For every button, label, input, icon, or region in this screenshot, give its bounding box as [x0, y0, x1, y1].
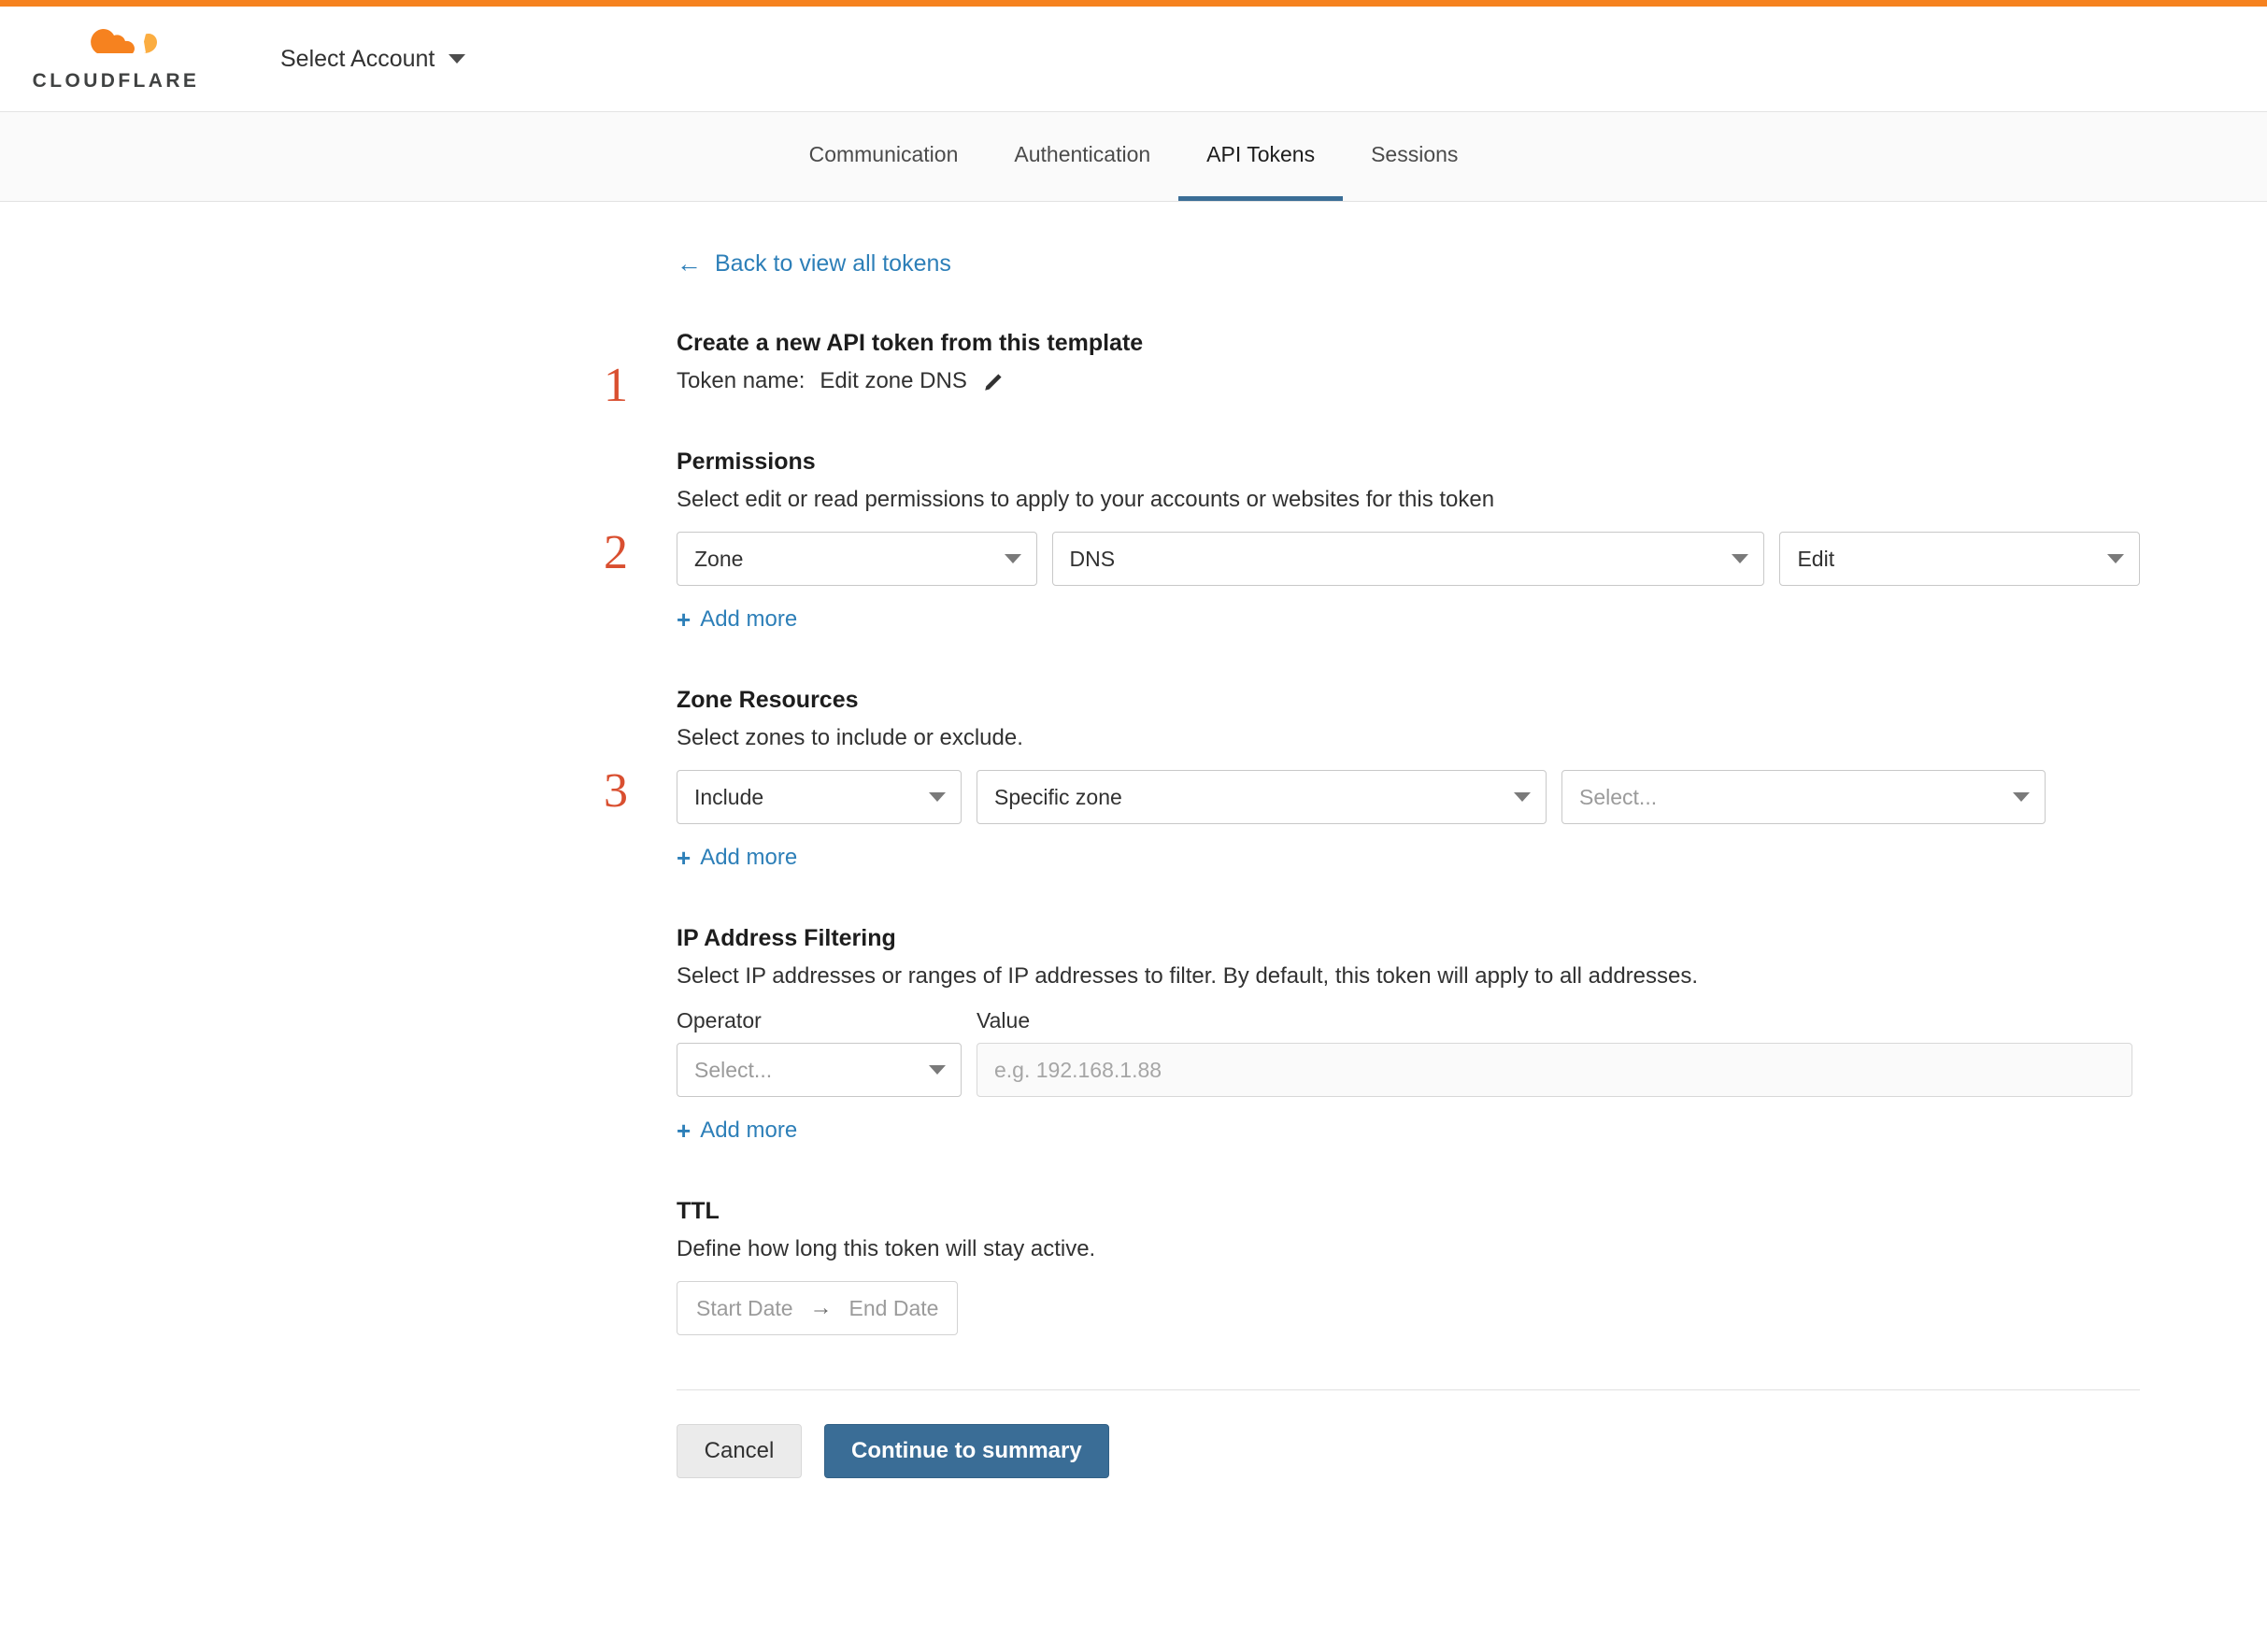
account-selector[interactable]	[280, 46, 465, 73]
section-permissions	[604, 449, 2140, 634]
arrow-left-icon: ←	[677, 249, 702, 278]
ttl-start-date: Start Date	[696, 1295, 793, 1320]
permissions-title: Permissions	[677, 449, 816, 475]
permissions-add-more-button[interactable]	[677, 606, 797, 633]
zone-type-value: Specific zone	[994, 784, 1122, 809]
ttl-end-date: End Date	[848, 1295, 939, 1320]
chevron-down-icon	[929, 792, 946, 802]
section-zone-resources	[604, 687, 2140, 872]
main-content	[0, 202, 2267, 1478]
permissions-row	[677, 532, 2140, 586]
permission-level-select[interactable]	[1779, 532, 2140, 586]
ip-filtering-title: IP Address Filtering	[677, 925, 896, 951]
permissions-description: Select edit or read permissions to apply to your accounts or websites for this token	[677, 487, 1495, 512]
permission-scope-value: Zone	[694, 546, 744, 571]
zone-include-select[interactable]	[677, 770, 962, 824]
ip-value-placeholder: e.g. 192.168.1.88	[994, 1057, 1162, 1082]
chevron-down-icon	[1732, 554, 1748, 563]
tab-sessions[interactable]	[1343, 112, 1486, 201]
form-column	[604, 249, 2140, 1478]
arrow-right-icon: →	[809, 1295, 833, 1320]
chevron-down-icon	[2013, 792, 2030, 802]
continue-to-summary-button[interactable]	[824, 1424, 1109, 1478]
step-number-3: 3	[604, 764, 628, 818]
chevron-down-icon	[929, 1065, 946, 1075]
ttl-date-range-picker[interactable]	[677, 1281, 958, 1335]
zone-resources-add-more-button[interactable]	[677, 845, 797, 871]
back-link-label: Back to view all tokens	[715, 250, 951, 277]
chevron-down-icon	[449, 54, 465, 64]
zone-resources-title: Zone Resources	[677, 687, 859, 713]
zone-name-select[interactable]	[1561, 770, 2046, 824]
account-selector-label: Select Account	[280, 45, 435, 72]
cancel-button-label: Cancel	[704, 1438, 775, 1463]
ip-filtering-add-more-label: Add more	[700, 1118, 798, 1143]
ttl-description: Define how long this token will stay active.	[677, 1236, 1096, 1261]
ip-operator-select[interactable]	[677, 1043, 962, 1097]
ttl-title: TTL	[677, 1198, 720, 1224]
permission-scope-select[interactable]	[677, 532, 1037, 586]
plus-icon: +	[677, 1117, 692, 1145]
continue-button-label: Continue to summary	[851, 1438, 1082, 1463]
cloudflare-wordmark: CLOUDFLARE	[32, 70, 200, 92]
chevron-down-icon	[2107, 554, 2124, 563]
ip-value-label: Value	[977, 1008, 1031, 1032]
section-ttl	[677, 1198, 2140, 1335]
tab-sessions-label: Sessions	[1371, 141, 1459, 166]
edit-pencil-icon[interactable]	[982, 369, 1006, 393]
tab-authentication-label: Authentication	[1014, 141, 1151, 166]
ip-filtering-description: Select IP addresses or ranges of IP addresses to filter. By default, this token will apply to all addresses.	[677, 963, 1699, 989]
zone-name-value: Select...	[1579, 784, 1658, 809]
permission-resource-select[interactable]	[1052, 532, 1765, 586]
permission-level-value: Edit	[1797, 546, 1835, 571]
top-accent-bar	[0, 0, 2267, 7]
ip-operator-value: Select...	[694, 1057, 773, 1082]
tab-communication-label: Communication	[808, 141, 959, 166]
cloudflare-cloud-icon	[54, 25, 178, 68]
back-to-all-tokens-link[interactable]	[677, 250, 2140, 278]
ip-operator-label: Operator	[677, 1008, 762, 1032]
ip-value-input[interactable]	[977, 1043, 2132, 1097]
plus-icon: +	[677, 605, 692, 634]
ip-value-group	[977, 1008, 2132, 1097]
section-ip-filtering	[677, 925, 2140, 1144]
token-name-value: Edit zone DNS	[820, 368, 967, 393]
permissions-add-more-label: Add more	[700, 606, 798, 632]
app-header	[0, 7, 2267, 112]
template-title: Create a new API token from this template	[677, 330, 1144, 356]
tab-api-tokens-label: API Tokens	[1206, 141, 1316, 166]
plus-icon: +	[677, 844, 692, 872]
tab-communication[interactable]	[781, 112, 987, 201]
zone-type-select[interactable]	[977, 770, 1547, 824]
tab-api-tokens[interactable]	[1178, 112, 1343, 201]
step-number-2: 2	[604, 526, 628, 579]
section-template	[604, 330, 2140, 412]
ip-filtering-row	[677, 1008, 2140, 1097]
permission-resource-value: DNS	[1069, 546, 1116, 571]
ip-operator-group	[677, 1008, 962, 1097]
zone-include-value: Include	[694, 784, 764, 809]
ip-filtering-add-more-button[interactable]	[677, 1118, 797, 1144]
tab-authentication[interactable]	[986, 112, 1178, 201]
zone-resources-add-more-label: Add more	[700, 845, 798, 870]
step-number-1: 1	[604, 359, 628, 412]
chevron-down-icon	[1514, 792, 1531, 802]
token-name-label: Token name:	[677, 368, 806, 393]
zone-resources-row	[677, 770, 2140, 824]
footer-actions	[677, 1424, 2140, 1478]
cancel-button[interactable]	[677, 1424, 802, 1478]
cloudflare-logo[interactable]	[24, 25, 207, 93]
footer-divider	[677, 1389, 2140, 1390]
chevron-down-icon	[1005, 554, 1021, 563]
tab-bar	[0, 112, 2267, 202]
zone-resources-description: Select zones to include or exclude.	[677, 725, 1023, 750]
token-name-row	[677, 368, 2140, 394]
